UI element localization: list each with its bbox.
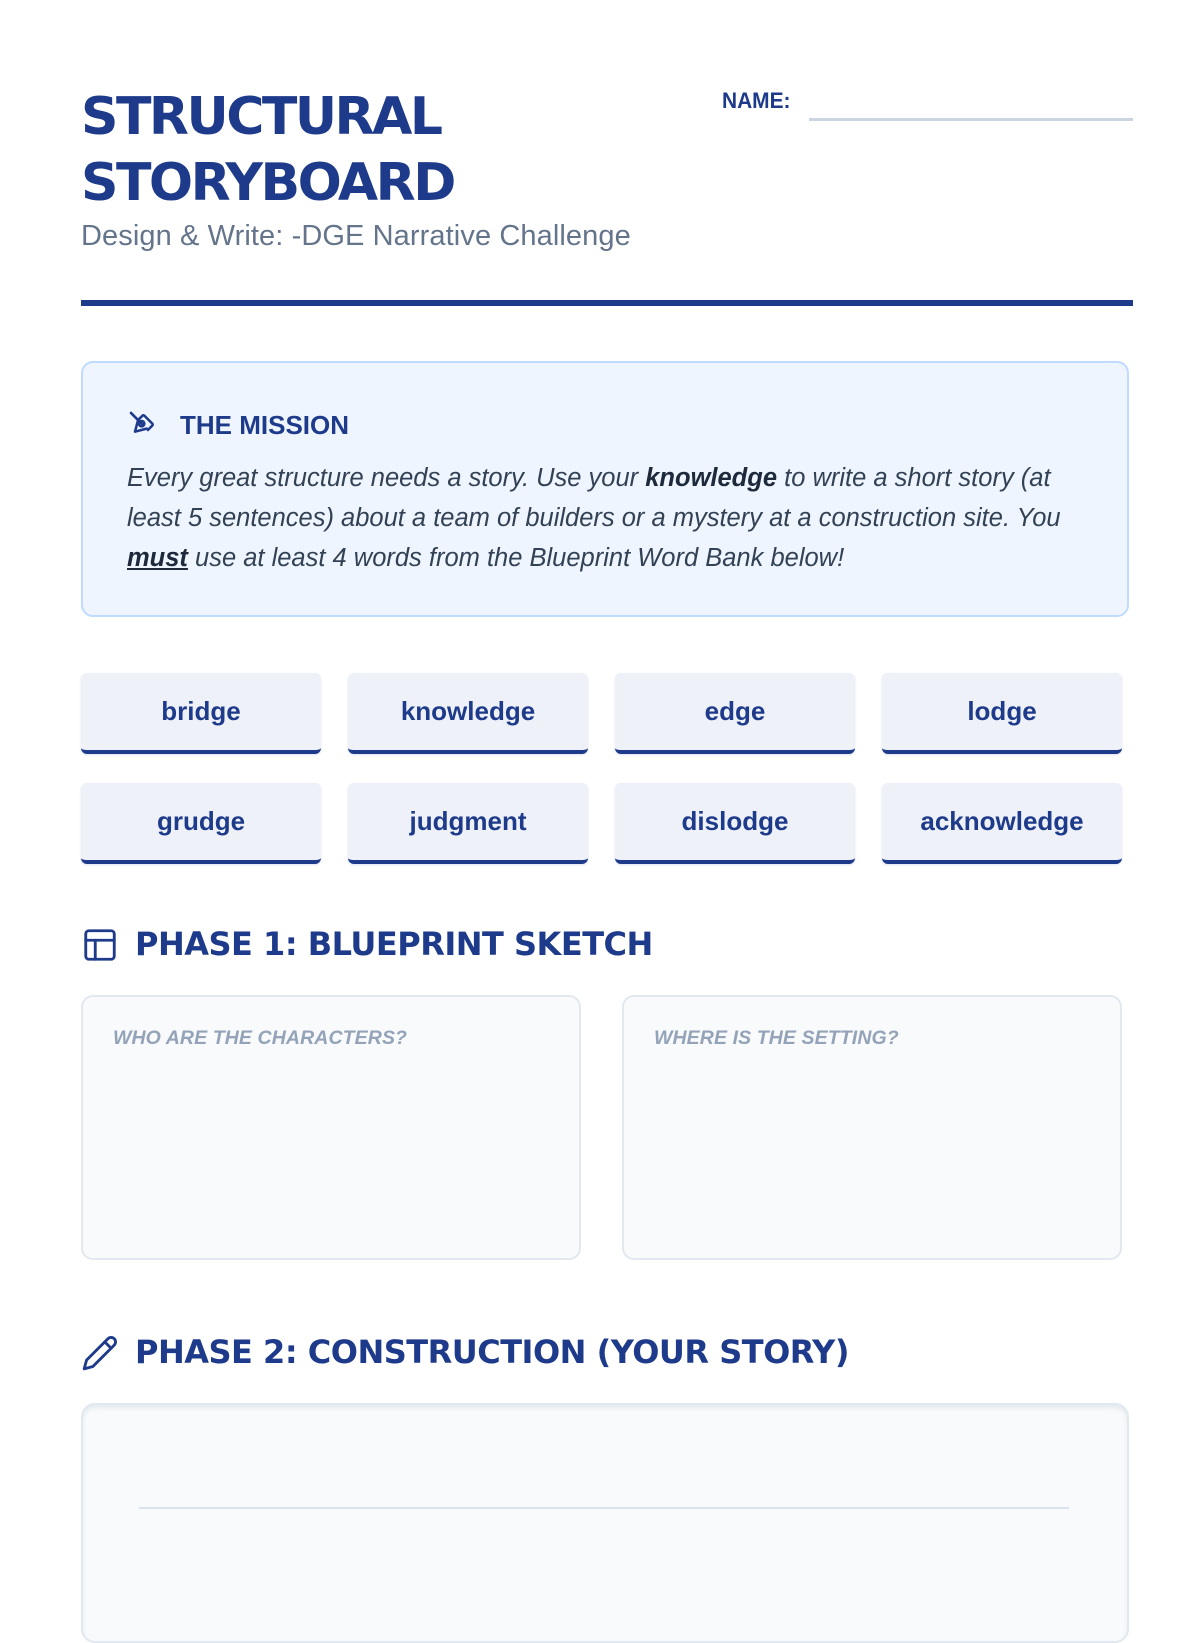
word-bank-item: grudge — [81, 783, 321, 864]
page-title-line-2: STORYBOARD — [81, 153, 454, 213]
word-bank-item: knowledge — [348, 673, 588, 754]
header-divider — [81, 300, 1133, 306]
writing-line — [139, 1507, 1069, 1509]
word-bank-item: acknowledge — [882, 783, 1122, 864]
story-writing-area[interactable] — [81, 1403, 1129, 1643]
word-bank-item: bridge — [81, 673, 321, 754]
word-bank-item: dislodge — [615, 783, 855, 864]
worksheet-page — [81, 0, 1133, 1600]
mission-box — [81, 361, 1129, 617]
word-bank — [81, 673, 1133, 869]
pen-tool-icon — [127, 409, 159, 441]
mission-emphasis: must — [127, 544, 188, 572]
name-label: NAME: — [722, 88, 791, 113]
characters-prompt: WHO ARE THE CHARACTERS? — [113, 1027, 408, 1049]
name-field-group — [722, 86, 1133, 122]
phase-1-title: PHASE 1: BLUEPRINT SKETCH — [135, 925, 653, 963]
name-field[interactable] — [809, 118, 1133, 121]
setting-prompt: WHERE IS THE SETTING? — [654, 1027, 899, 1049]
page-title-line-1: STRUCTURAL — [81, 87, 441, 147]
word-bank-item: lodge — [882, 673, 1122, 754]
page-title — [81, 84, 454, 216]
word-bank-item: edge — [615, 673, 855, 754]
mission-title: THE MISSION — [180, 410, 350, 440]
mission-instructions — [127, 458, 1095, 578]
phase-2-title: PHASE 2: CONSTRUCTION (YOUR STORY) — [135, 1333, 849, 1371]
pencil-icon — [81, 1334, 119, 1372]
word-bank-item: judgment — [348, 783, 588, 864]
setting-sketch-box[interactable] — [622, 995, 1122, 1260]
layout-icon — [81, 926, 119, 964]
mission-text-part-2: to write a short story (at least 5 sentences) about a team of builders or a mystery at a construction site. You — [127, 464, 1061, 532]
page-subtitle: Design & Write: -DGE Narrative Challenge — [81, 220, 631, 252]
mission-text-part-3: use at least 4 words from the Blueprint Word Bank below! — [187, 544, 845, 572]
characters-sketch-box[interactable] — [81, 995, 581, 1260]
mission-text-part-1: Every great structure needs a story. Use your — [127, 464, 646, 492]
mission-keyword: knowledge — [645, 464, 778, 492]
